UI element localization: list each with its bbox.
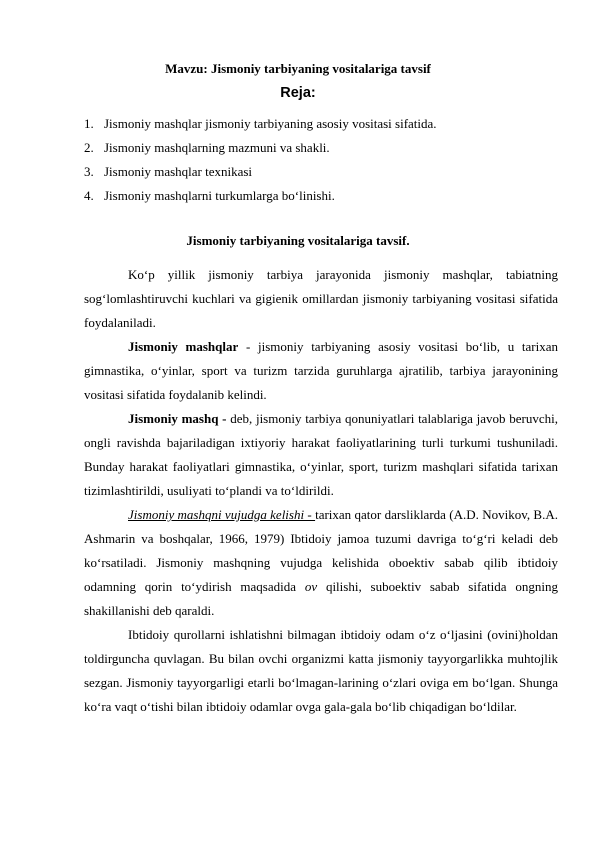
- paragraph-3: [84, 407, 558, 503]
- plan-item: [84, 139, 564, 163]
- plan-item: [84, 163, 564, 187]
- paragraph-4: [84, 503, 558, 623]
- term-bold: Jismoniy mashqlar: [128, 339, 239, 354]
- italic-word: ov: [304, 579, 318, 594]
- document-title: Mavzu: Jismoniy tarbiyaning vositalariga tavsif: [165, 61, 431, 76]
- plan-item-text: Jismoniy mashqlar texnikasi: [104, 164, 253, 179]
- section-title: Jismoniy tarbiyaning vositalariga tavsif.: [186, 233, 410, 248]
- plan-heading: Reja:: [280, 85, 316, 101]
- paragraph-text: Ibtidoiy qurollarni ishlatishni bilmagan ibtidoiy odam o‘z o‘ljasini (ovini)holdan toldirguncha quvlagan. Bu bilan ovchi organizmi katta jismoniy tayyorgarlikka muhtojlik sezgan. Jismoniy tayyorgarligi etarli bo‘lmagan-larining o‘zlari oviga em bo‘lgan. Shunga ko‘ra vaqt o‘tishi bilan ibtidoiy odamlar ovga gala-gala bo‘lib chiqadigan bo‘ldilar.: [84, 627, 558, 714]
- paragraph-text: tarixan qator darsliklarda (A.D. Novikov, B.A. Ashmarin va boshqalar, 1966, 1979) Ibtidoiy jamoa tuzumi davriga to‘g‘ri keladi deb ko‘rsatiladi. Jismoniy mashqning vujudga kelishida oboektiv sabab qilib ibtidoiy odamning qorin to‘ydirish maqsadida: [84, 507, 558, 594]
- paragraph-2: [84, 335, 558, 407]
- plan-item-number: 4.: [84, 188, 94, 203]
- plan-item-text: Jismoniy mashqlar jismoniy tarbiyaning asosiy vositasi sifatida.: [104, 116, 437, 131]
- paragraph-text: deb, jismoniy tarbiya qonuniyatlari talablariga javob beruvchi, ongli ravishda bajariladigan ixtiyoriy harakat faoliyatlarining turli turkumi tushuniladi. Bunday harakat faoliyatlari gimnastika, o‘yinlar, sport, turizm mashqlari sifatida tarixan tizimlashtirildi, usuliyati to‘plandi va to‘ldirildi.: [84, 411, 558, 498]
- paragraph-text: qilishi, suboektiv sabab sifatida ongning shakillanishi deb qaraldi.: [84, 579, 558, 618]
- term-underlined-italic: Jismoniy mashqni vujudga kelishi -: [128, 507, 316, 522]
- paragraph-text: - jismoniy tarbiyaning asosiy vositasi bo‘lib, u tarixan gimnastika, o‘yinlar, sport va turizm tarzida guruhlarga ajratilib, tarbiya jarayonining vositasi sifatida foydalanib kelindi.: [84, 339, 558, 402]
- plan-item-number: 3.: [84, 164, 94, 179]
- plan-item: [84, 115, 564, 139]
- paragraph-text: Ko‘p yillik jismoniy tarbiya jarayonida jismoniy mashqlar, tabiatning sog‘lomlashtiruvchi kuchlari va gigienik omillardan jismoniy tarbiyaning vositasi sifatida foydalaniladi.: [84, 267, 558, 330]
- plan-item: [84, 187, 564, 211]
- plan-item-number: 1.: [84, 116, 94, 131]
- plan-item-number: 2.: [84, 140, 94, 155]
- term-bold: Jismoniy mashq -: [128, 411, 227, 426]
- paragraph-1: [84, 263, 558, 335]
- plan-item-text: Jismoniy mashqlarning mazmuni va shakli.: [104, 140, 330, 155]
- plan-item-text: Jismoniy mashqlarni turkumlarga bo‘linishi.: [104, 188, 335, 203]
- body-text: [84, 263, 558, 719]
- plan-list: [84, 115, 564, 211]
- paragraph-5: [84, 623, 558, 719]
